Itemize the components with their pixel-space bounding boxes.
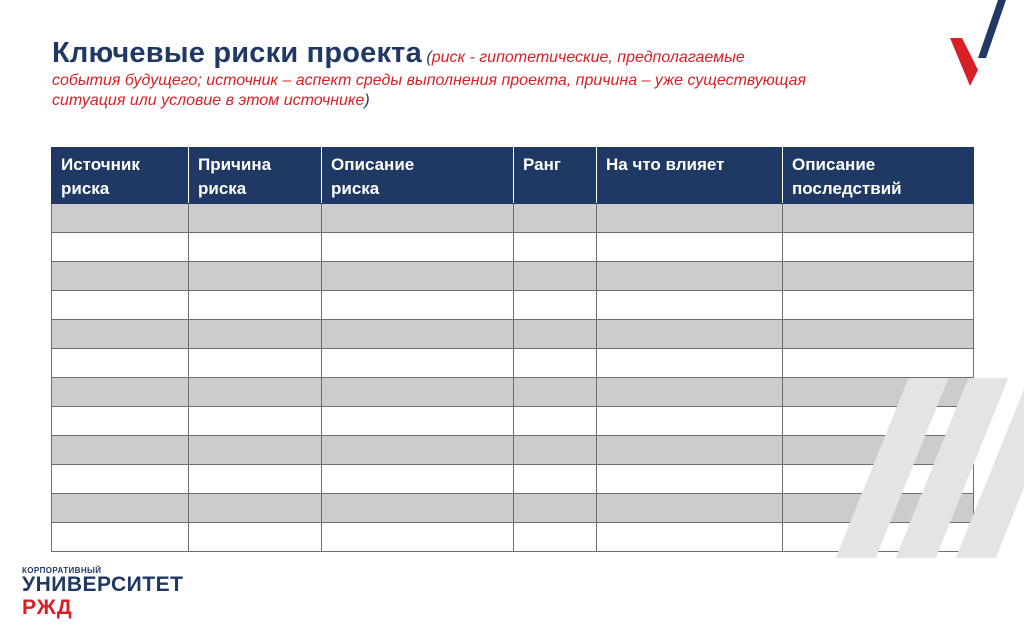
- header-consequences: Описание последствий: [783, 148, 974, 204]
- table-row: [52, 233, 974, 262]
- table-cell[interactable]: [322, 494, 514, 523]
- table-cell[interactable]: [514, 436, 597, 465]
- table-cell[interactable]: [783, 262, 974, 291]
- table-cell[interactable]: [783, 349, 974, 378]
- table-cell[interactable]: [597, 291, 783, 320]
- title-note-line3: ситуация или условие в этом источнике: [52, 92, 365, 109]
- open-paren: (: [426, 49, 432, 66]
- table-cell[interactable]: [322, 349, 514, 378]
- table-cell[interactable]: [514, 494, 597, 523]
- table-cell[interactable]: [514, 523, 597, 552]
- page-title: Ключевые риски проекта: [52, 37, 422, 69]
- table-row: [52, 291, 974, 320]
- table-cell[interactable]: [514, 262, 597, 291]
- table-cell[interactable]: [52, 378, 189, 407]
- university-logo-mark-icon: [950, 0, 1010, 90]
- table-header-row: [52, 148, 974, 204]
- table-cell[interactable]: [322, 465, 514, 494]
- header-risk-description: Описание риска: [322, 148, 514, 204]
- table-cell[interactable]: [597, 262, 783, 291]
- table-cell[interactable]: [322, 436, 514, 465]
- table-row: [52, 349, 974, 378]
- table-cell[interactable]: [597, 378, 783, 407]
- table-cell[interactable]: [52, 407, 189, 436]
- table-cell[interactable]: [322, 523, 514, 552]
- table-cell[interactable]: [52, 233, 189, 262]
- table-cell[interactable]: [189, 204, 322, 233]
- table-cell[interactable]: [597, 523, 783, 552]
- table-cell[interactable]: [189, 349, 322, 378]
- header-rank: Ранг: [514, 148, 597, 204]
- header-risk-cause: Причина риска: [189, 148, 322, 204]
- table-cell[interactable]: [322, 233, 514, 262]
- table-cell[interactable]: [189, 523, 322, 552]
- table-row: [52, 262, 974, 291]
- table-cell[interactable]: [52, 204, 189, 233]
- slide-title: [52, 37, 952, 111]
- close-paren: ): [364, 92, 370, 109]
- table-cell[interactable]: [597, 204, 783, 233]
- table-cell[interactable]: [52, 291, 189, 320]
- table-cell[interactable]: [597, 494, 783, 523]
- table-cell[interactable]: [189, 465, 322, 494]
- table-cell[interactable]: [783, 204, 974, 233]
- table-cell[interactable]: [322, 262, 514, 291]
- table-cell[interactable]: [52, 494, 189, 523]
- table-cell[interactable]: [514, 349, 597, 378]
- table-cell[interactable]: [597, 320, 783, 349]
- table-cell[interactable]: [597, 465, 783, 494]
- table-cell[interactable]: [189, 494, 322, 523]
- logo-line-rzd: РЖД: [22, 596, 73, 619]
- title-note-line2: события будущего; источник – аспект среды выполнения проекта, причина – уже существующая: [52, 72, 807, 89]
- table-cell[interactable]: [52, 349, 189, 378]
- table-row: [52, 320, 974, 349]
- table-cell[interactable]: [514, 320, 597, 349]
- table-cell[interactable]: [189, 436, 322, 465]
- table-cell[interactable]: [189, 233, 322, 262]
- logo-line-corporate: КОРПОРАТИВНЫЙ: [22, 566, 102, 575]
- table-row: [52, 204, 974, 233]
- table-cell[interactable]: [597, 233, 783, 262]
- table-cell[interactable]: [514, 407, 597, 436]
- decorative-stripes: [824, 378, 1024, 558]
- table-cell[interactable]: [783, 233, 974, 262]
- logo-line-university: УНИВЕРСИТЕТ: [22, 573, 184, 596]
- table-cell[interactable]: [322, 378, 514, 407]
- table-cell[interactable]: [52, 262, 189, 291]
- header-impact: На что влияет: [597, 148, 783, 204]
- table-cell[interactable]: [322, 320, 514, 349]
- table-cell[interactable]: [322, 204, 514, 233]
- table-cell[interactable]: [514, 233, 597, 262]
- table-cell[interactable]: [52, 320, 189, 349]
- table-cell[interactable]: [514, 378, 597, 407]
- table-cell[interactable]: [52, 436, 189, 465]
- table-cell[interactable]: [189, 407, 322, 436]
- table-cell[interactable]: [52, 465, 189, 494]
- table-cell[interactable]: [783, 320, 974, 349]
- table-cell[interactable]: [514, 465, 597, 494]
- table-cell[interactable]: [783, 291, 974, 320]
- title-note-line1: риск - гипотетические, предполагаемые: [431, 49, 745, 66]
- table-cell[interactable]: [52, 523, 189, 552]
- table-cell[interactable]: [322, 407, 514, 436]
- table-cell[interactable]: [514, 291, 597, 320]
- table-cell[interactable]: [189, 291, 322, 320]
- table-cell[interactable]: [597, 436, 783, 465]
- table-cell[interactable]: [189, 320, 322, 349]
- table-cell[interactable]: [189, 262, 322, 291]
- table-cell[interactable]: [322, 291, 514, 320]
- table-cell[interactable]: [514, 204, 597, 233]
- table-cell[interactable]: [597, 407, 783, 436]
- table-cell[interactable]: [597, 349, 783, 378]
- header-risk-source: Источник риска: [52, 148, 189, 204]
- table-cell[interactable]: [189, 378, 322, 407]
